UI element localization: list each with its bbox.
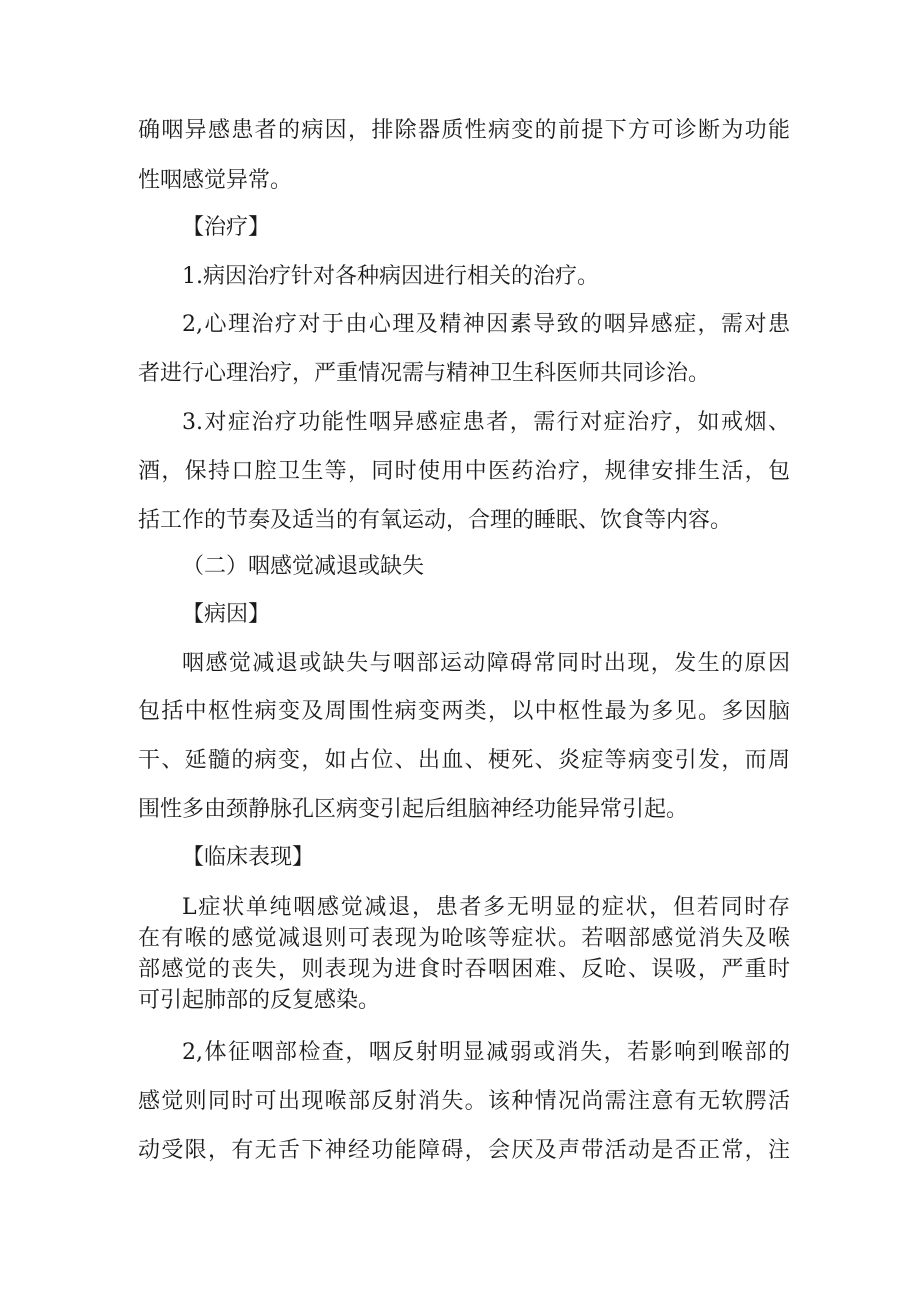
paragraph-line: 动受限，有无舌下神经功能障碍，会厌及声带活动是否正常，注 xyxy=(138,1138,790,1163)
paragraph-line: 酒，保持口腔卫生等，同时使用中医药治疗，规律安排生活，包 xyxy=(138,459,790,484)
section-heading-cause: 【病因】 xyxy=(182,602,271,627)
paragraph-line: L症状单纯咽感觉减退，患者多无明显的症状，但若同时存 xyxy=(182,895,790,920)
paragraph-line: 包括中枢性病变及周围性病变两类，以中枢性最为多见。多因脑 xyxy=(138,699,790,724)
paragraph-line: 3.对症治疗功能性咽异感症患者，需行对症治疗，如戒烟、 xyxy=(182,410,790,435)
paragraph-line: 括工作的节奏及适当的有氧运动，合理的睡眠、饮食等内容。 xyxy=(138,508,733,533)
paragraph-line: 干、延髓的病变，如占位、出血、梗死、炎症等病变引发，而周 xyxy=(138,748,790,773)
paragraph-line: 性咽感觉异常。 xyxy=(138,168,293,193)
paragraph-line: 1.病因治疗针对各种病因进行相关的治疗。 xyxy=(182,264,599,289)
paragraph-line: 在有喉的感觉减退则可表现为呛咳等症状。若咽部感觉消失及喉 xyxy=(138,926,790,951)
section-heading-treatment: 【治疗】 xyxy=(182,215,271,240)
paragraph-line: 可引起肺部的反复感染。 xyxy=(138,988,381,1013)
paragraph-line: 感觉则同时可出现喉部反射消失。该种情况尚需注意有无软腭活 xyxy=(138,1089,790,1114)
paragraph-line: 咽感觉减退或缺失与咽部运动障碍常同时出现，发生的原因 xyxy=(182,651,790,676)
paragraph-line: 者进行心理治疗，严重情况需与精神卫生科医师共同诊治。 xyxy=(138,361,711,386)
paragraph-line: 确咽异感患者的病因，排除器质性病变的前提下方可诊断为功能 xyxy=(138,118,790,143)
subsection-title: （二）咽感觉减退或缺失 xyxy=(182,554,425,579)
paragraph-line: 2,心理治疗对于由心理及精神因素导致的咽异感症，需对患 xyxy=(182,312,790,337)
paragraph-line: 围性多由颈静脉孔区病变引起后组脑神经功能异常引起。 xyxy=(138,797,689,822)
paragraph-line: 2,体征咽部检查，咽反射明显减弱或消失，若影响到喉部的 xyxy=(182,1040,790,1065)
section-heading-clinical: 【临床表现】 xyxy=(182,845,315,870)
paragraph-line: 部感觉的丧失，则表现为进食时吞咽困难、反呛、误吸，严重时 xyxy=(138,957,790,982)
